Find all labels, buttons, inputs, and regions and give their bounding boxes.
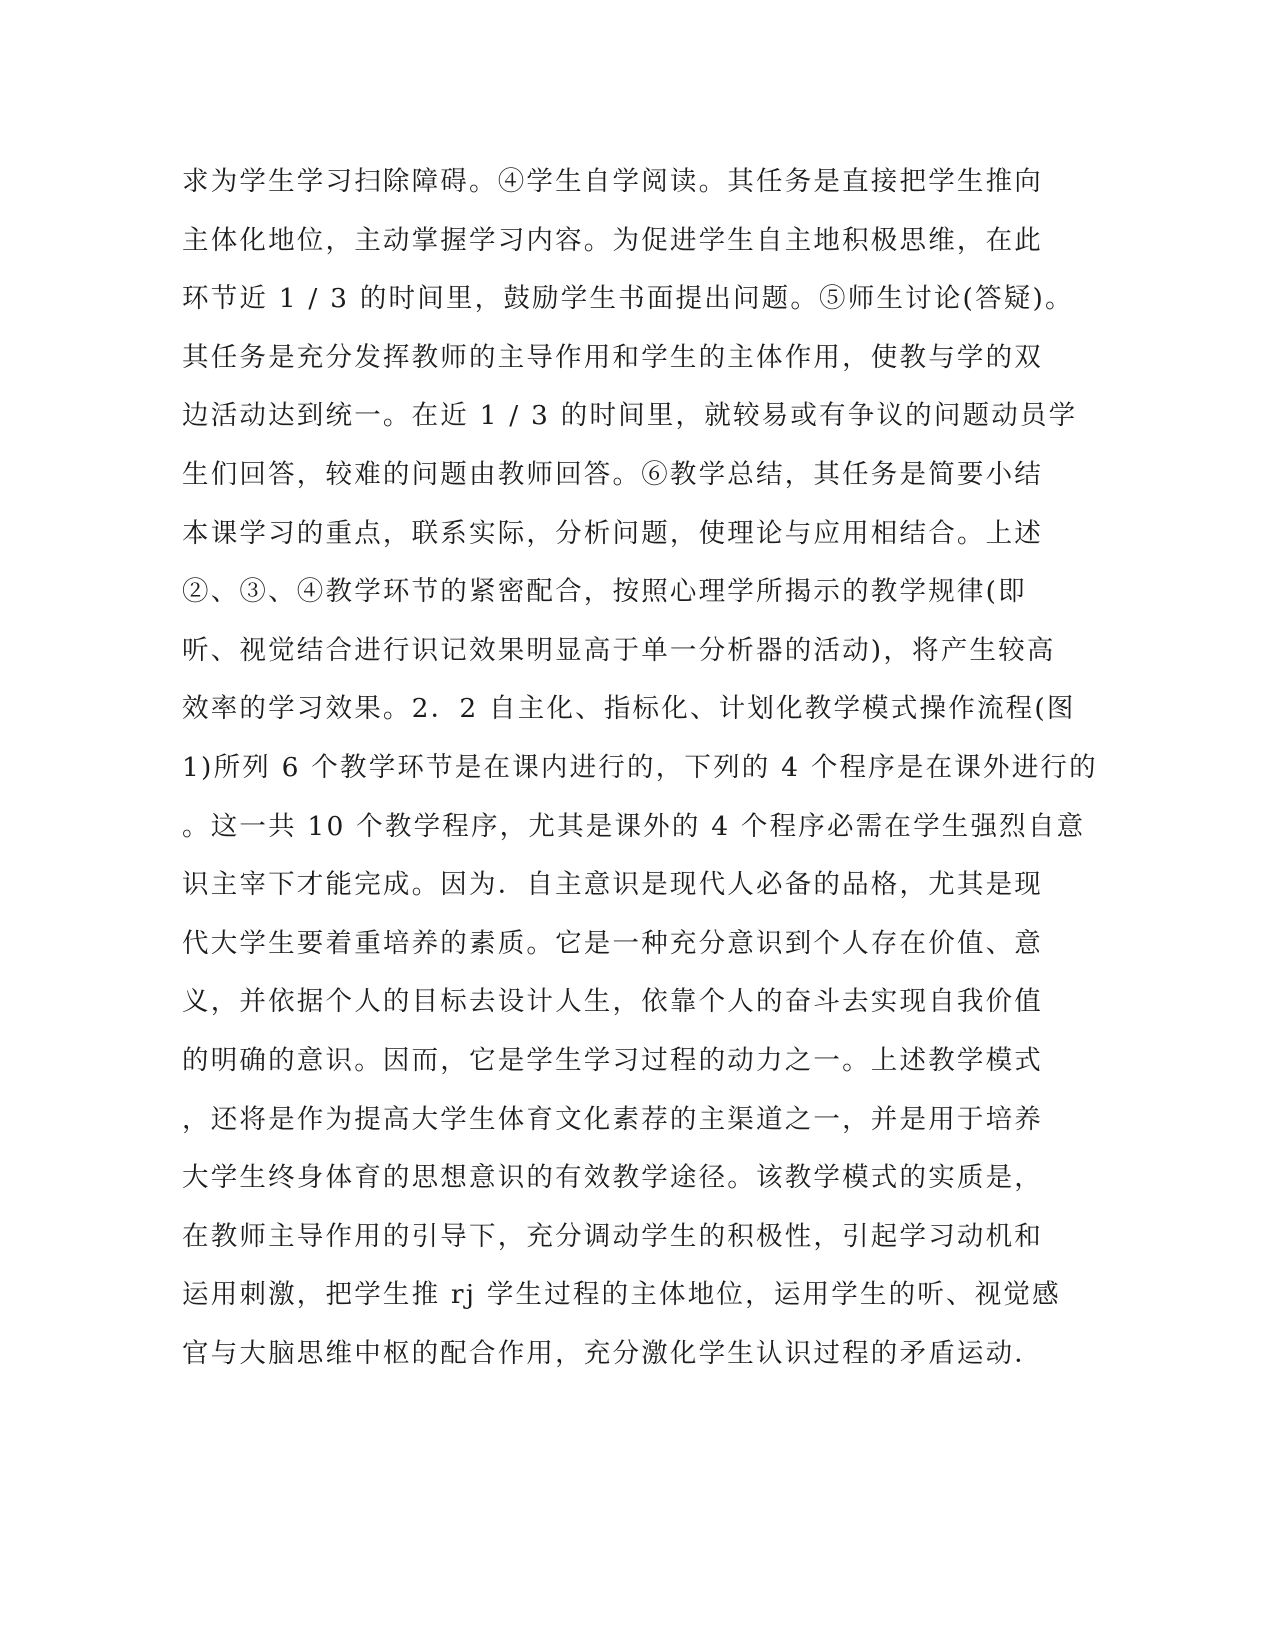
- text-line: 识主宰下才能完成。因为．自主意识是现代人必备的品格，尤其是现: [182, 869, 1043, 901]
- text-line: 边活动达到统一。在近 1 / 3 的时间里，就较易或有争议的问题动员学: [182, 400, 1078, 432]
- text-line: 。这一共 10 个教学程序，尤其是课外的 4 个程序必需在学生强烈自意: [182, 810, 1086, 842]
- text-line: ②、③、④教学环节的紧密配合，按照心理学所揭示的教学规律(即: [182, 576, 1027, 608]
- text-line: 义，并依据个人的目标去设计人生，依靠个人的奋斗去实现自我价值: [182, 986, 1043, 1018]
- text-line: 效率的学习效果。2．2 自主化、指标化、计划化教学模式操作流程(图: [182, 693, 1076, 725]
- text-line: 在教师主导作用的引导下，充分调动学生的积极性，引起学习动机和: [182, 1220, 1043, 1252]
- text-line: 运用刺激，把学生推 rj 学生过程的主体地位，运用学生的听、视觉感: [182, 1279, 1061, 1311]
- text-line: 主体化地位，主动掌握学习内容。为促进学生自主地积极思维，在此: [182, 224, 1043, 256]
- text-line: 生们回答，较难的问题由教师回答。⑥教学总结，其任务是简要小结: [182, 458, 1043, 490]
- text-line: 代大学生要着重培养的素质。它是一种充分意识到个人存在价值、意: [182, 927, 1043, 959]
- text-line: 1)所列 6 个教学环节是在课内进行的，下列的 4 个程序是在课外进行的: [182, 751, 1098, 783]
- body-paragraph: [182, 162, 1098, 1392]
- text-line: 大学生终身体育的思想意识的有效教学途径。该教学模式的实质是，: [182, 1162, 1043, 1194]
- text-line: 官与大脑思维中枢的配合作用，充分激化学生认识过程的矛盾运动．: [182, 1337, 1043, 1369]
- text-line: 本课学习的重点，联系实际，分析问题，使理论与应用相结合。上述: [182, 517, 1043, 549]
- text-line: 环节近 1 / 3 的时间里，鼓励学生书面提出问题。⑤师生讨论(答疑)。: [182, 283, 1074, 315]
- text-line: 求为学生学习扫除障碍。④学生自学阅读。其任务是直接把学生推向: [182, 166, 1043, 197]
- text-line: ，还将是作为提高大学生体育文化素荐的主渠道之一，并是用于培养: [182, 1103, 1043, 1135]
- text-line: 听、视觉结合进行识记效果明显高于单一分析器的活动)，将产生较高: [182, 634, 1056, 666]
- text-line: 的明确的意识。因而，它是学生学习过程的动力之一。上述教学模式: [182, 1044, 1043, 1076]
- text-line: 其任务是充分发挥教师的主导作用和学生的主体作用，使教与学的双: [182, 341, 1043, 373]
